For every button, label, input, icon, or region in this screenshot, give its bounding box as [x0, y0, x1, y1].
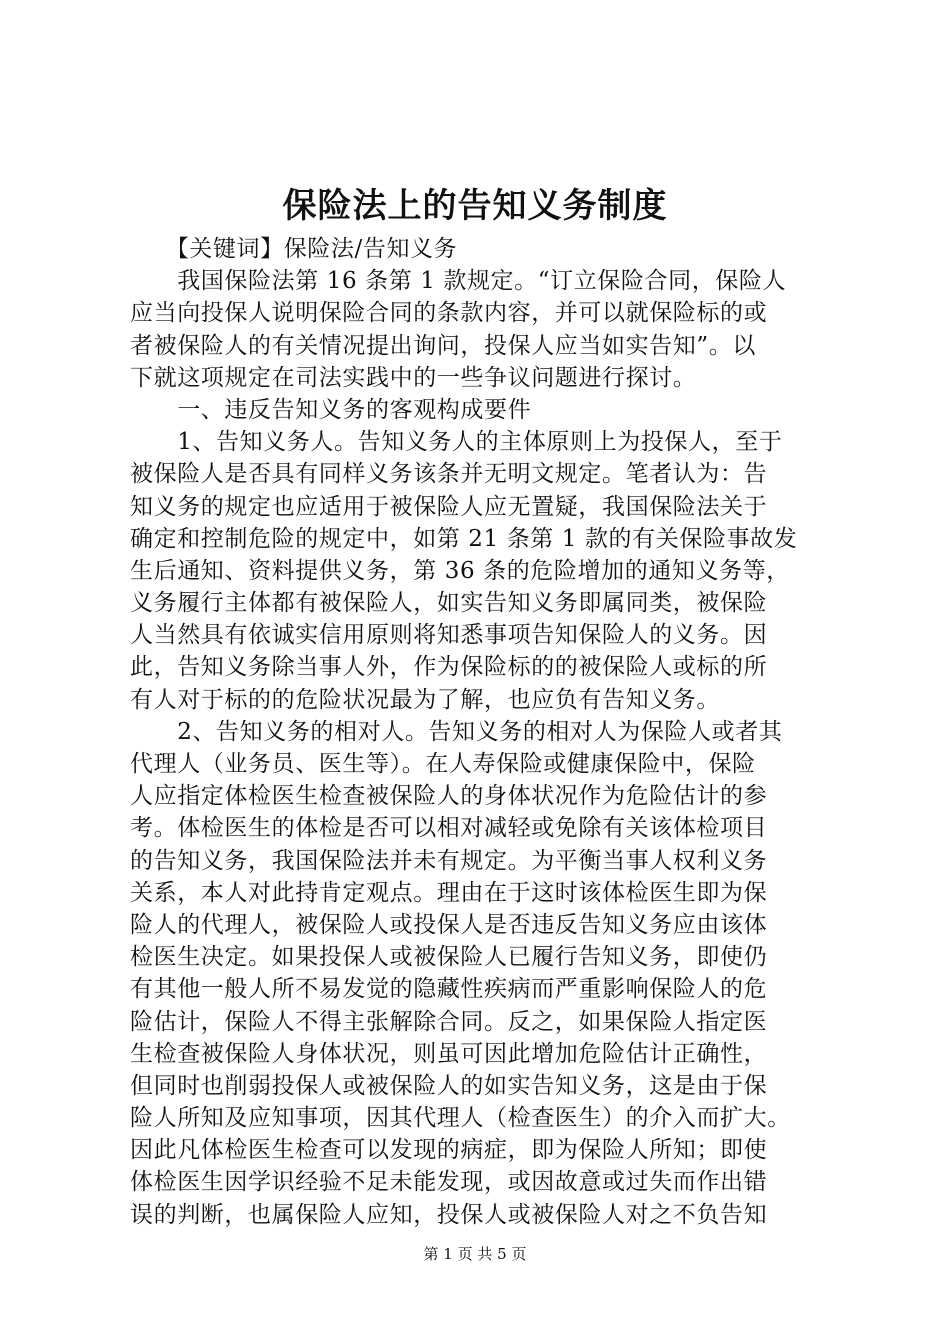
body-line: 被保险人是否具有同样义务该条并无明文规定。笔者认为：告 [130, 461, 768, 488]
body-line: 确定和控制危险的规定中，如第 21 条第 1 款的有关保险事故发 [130, 525, 798, 552]
body-line: 险人的代理人，被保险人或投保人是否违反告知义务应由该体 [130, 911, 768, 938]
body-line: 我国保险法第 16 条第 1 款规定。“订立保险合同，保险人 [130, 268, 787, 295]
section-heading: 一、违反告知义务的客观构成要件 [130, 396, 532, 423]
document-body [130, 233, 830, 1231]
body-line: 此，告知义务除当事人外，作为保险标的的被保险人或标的所 [130, 654, 768, 681]
body-line: 2、告知义务的相对人。告知义务的相对人为保险人或者其 [130, 718, 783, 745]
body-line: 【关键词】保险法/告知义务 [130, 236, 458, 262]
body-line: 人应指定体检医生检查被保险人的身体状况作为危险估计的参 [130, 783, 768, 810]
body-line: 险估计，保险人不得主张解除合同。反之，如果保险人指定医 [130, 1008, 768, 1035]
body-line: 的告知义务，我国保险法并未有规定。为平衡当事人权利义务 [130, 847, 768, 874]
body-line: 有其他一般人所不易发觉的隐藏性疾病而严重影响保险人的危 [130, 976, 768, 1003]
body-line: 生后通知、资料提供义务，第 36 条的危险增加的通知义务等， [130, 557, 790, 584]
body-line: 人当然具有依诚实信用原则将知悉事项告知保险人的义务。因 [130, 622, 768, 649]
body-line: 关系，本人对此持肯定观点。理由在于这时该体检医生即为保 [130, 879, 768, 906]
document-title: 保险法上的告知义务制度 [282, 186, 668, 226]
body-line: 误的判断，也属保险人应知，投保人或被保险人对之不负告知 [130, 1201, 768, 1228]
body-line: 代理人（业务员、医生等）。在人寿保险或健康保险中，保险 [130, 751, 756, 777]
body-line: 因此凡体检医生检查可以发现的病症，即为保险人所知；即使 [130, 1137, 768, 1164]
body-line: 检医生决定。如果投保人或被保险人已履行告知义务，即使仍 [130, 944, 768, 971]
body-line: 有人对于标的的危险状况最为了解，也应负有告知义务。 [130, 686, 720, 713]
body-line: 义务履行主体都有被保险人，如实告知义务即属同类，被保险 [130, 590, 768, 617]
body-line: 知义务的规定也应适用于被保险人应无置疑，我国保险法关于 [130, 493, 768, 520]
body-line: 体检医生因学识经验不足未能发现，或因故意或过失而作出错 [130, 1169, 768, 1196]
body-line: 险人所知及应知事项，因其代理人（检查医生）的介入而扩大。 [130, 1105, 791, 1132]
body-line: 生检查被保险人身体状况，则虽可因此增加危险估计正确性， [130, 1040, 768, 1067]
body-line: 者被保险人的有关情况提出询问，投保人应当如实告知”。以 [130, 332, 756, 359]
page-footer: 第 1 页 共 5 页 [423, 1245, 527, 1263]
body-line: 应当向投保人说明保险合同的条款内容，并可以就保险标的或 [130, 300, 768, 327]
body-line: 下就这项规定在司法实践中的一些争议问题进行探讨。 [130, 364, 697, 391]
body-line: 1、告知义务人。告知义务人的主体原则上为投保人，至于 [130, 429, 783, 456]
body-line: 但同时也削弱投保人或被保险人的如实告知义务，这是由于保 [130, 1072, 768, 1099]
body-line: 考。体检医生的体检是否可以相对减轻或免除有关该体检项目 [130, 815, 768, 842]
